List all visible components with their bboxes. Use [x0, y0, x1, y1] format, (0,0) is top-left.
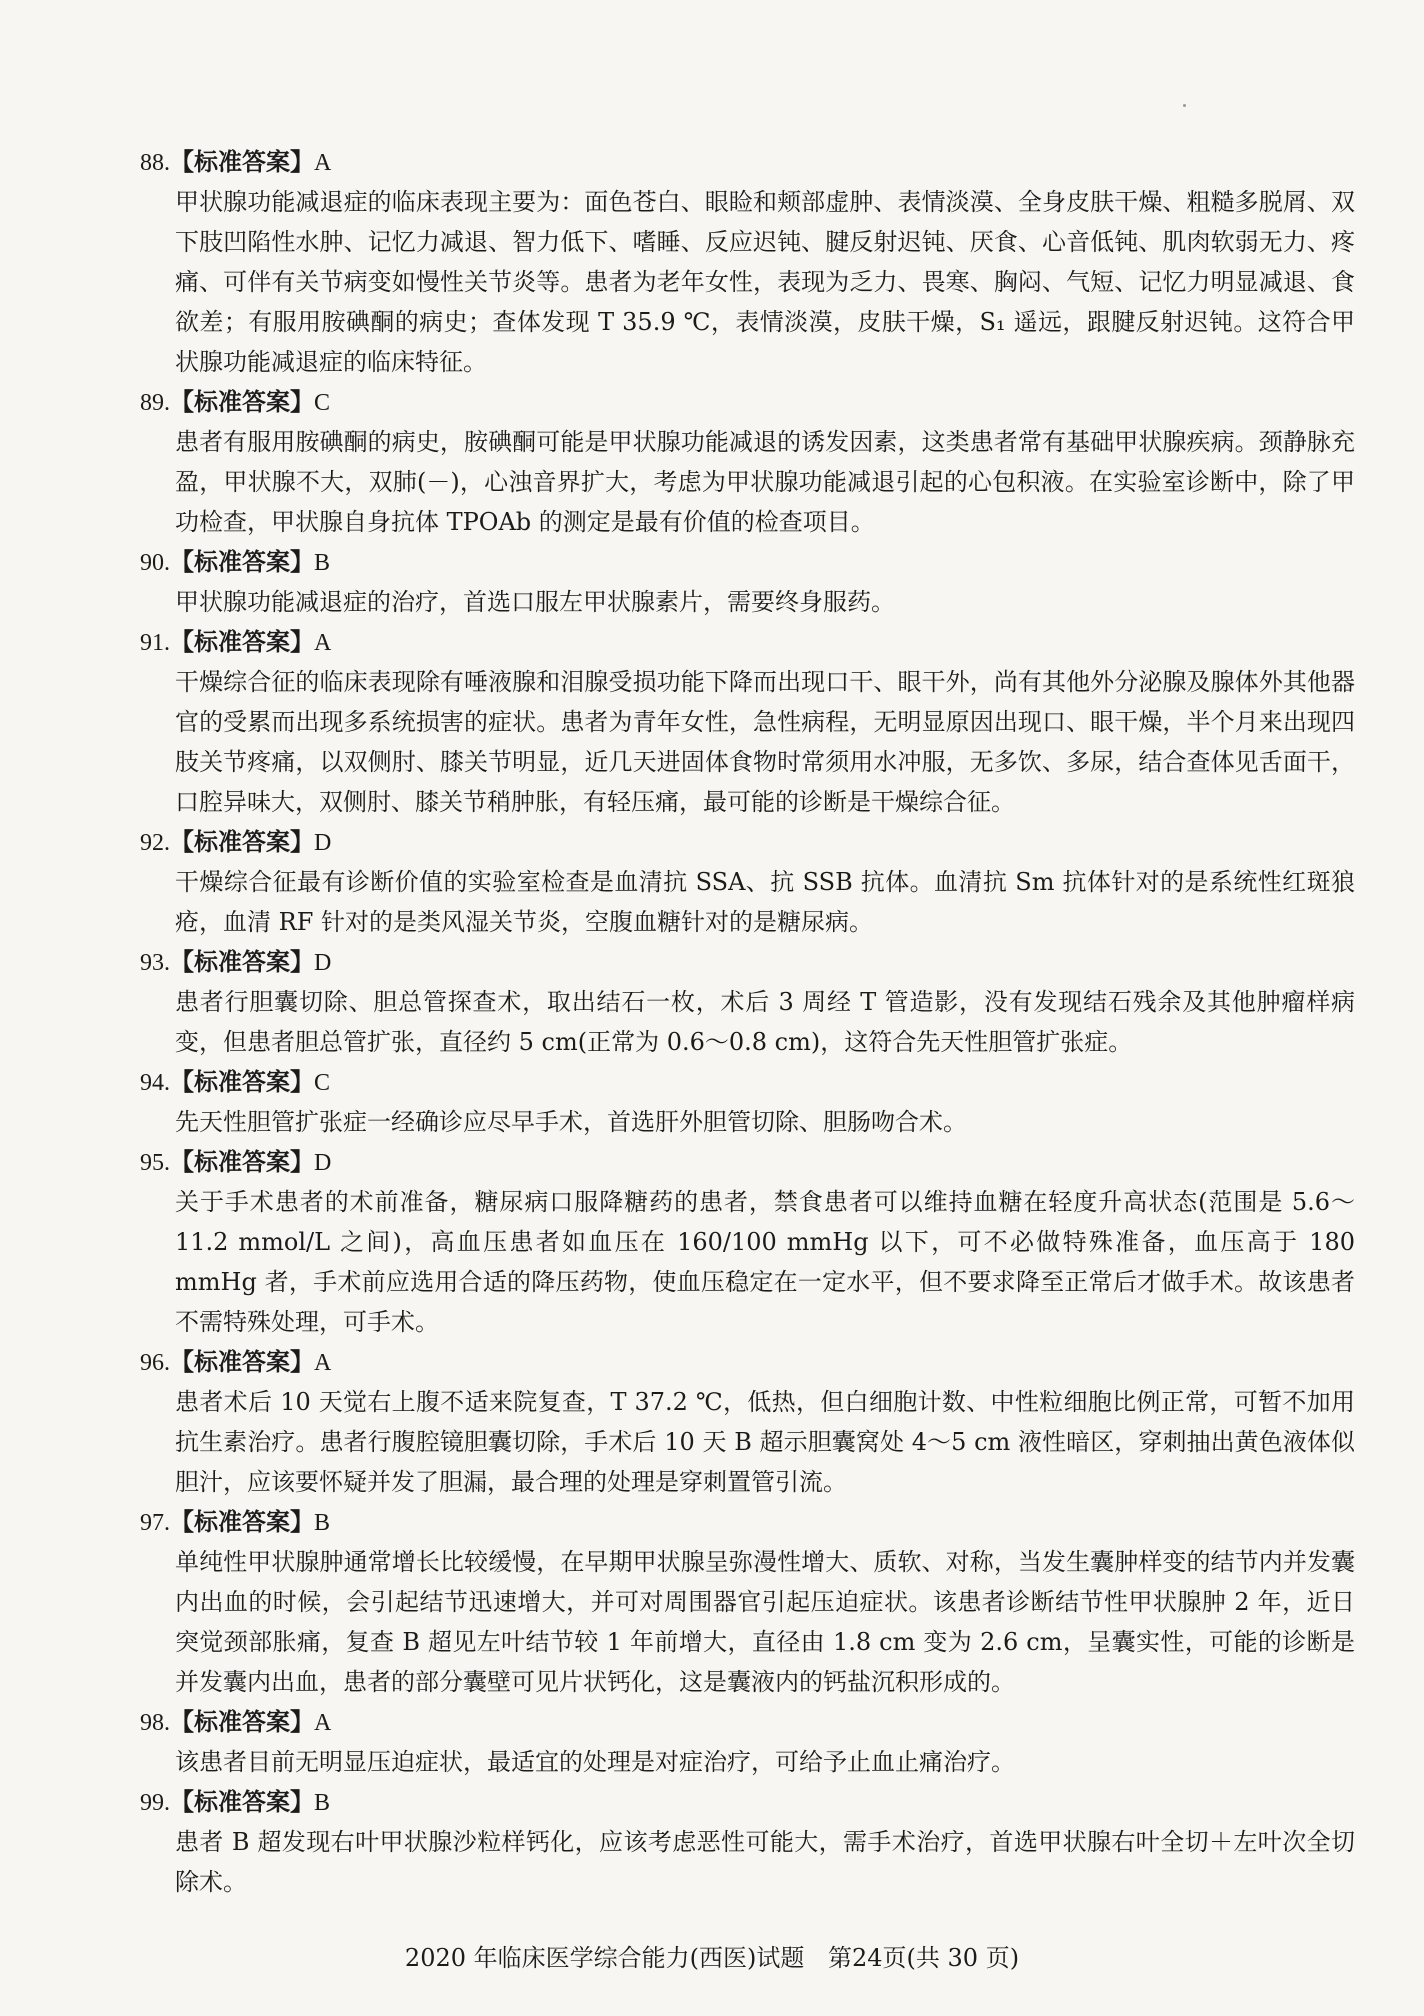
- explanation-text: 患者术后 10 天觉右上腹不适来院复查，T 37.2 ℃，低热，但白细胞计数、中性粒细胞比例正常，可暂不加用抗生素治疗。患者行腹腔镜胆囊切除，手术后 10 天 B 超示胆囊窝处 4～5 cm 液性暗区，穿刺抽出黄色液体似胆汁，应该要怀疑并发了胆漏，最合理的处理是穿刺置管引流。: [175, 1388, 1355, 1496]
- explanation-text: 该患者目前无明显压迫症状，最适宜的处理是对症治疗，可给予止血止痛治疗。: [175, 1748, 1015, 1776]
- standard-answer-label: 【标准答案】: [170, 947, 314, 976]
- answer-heading: [140, 1502, 1355, 1542]
- answer-letter: C: [314, 390, 331, 416]
- question-number: 96.: [140, 1350, 170, 1376]
- explanation-text: 干燥综合征的临床表现除有唾液腺和泪腺受损功能下降而出现口干、眼干外，尚有其他外分泌腺及腺体外其他器官的受累而出现多系统损害的症状。患者为青年女性，急性病程，无明显原因出现口、眼干燥，半个月来出现四肢关节疼痛，以双侧肘、膝关节明显，近几天进固体食物时常须用水冲服，无多饮、多尿，结合查体见舌面干，口腔异味大，双侧肘、膝关节稍肿胀，有轻压痛，最可能的诊断是干燥综合征。: [175, 668, 1355, 816]
- answer-heading: [140, 142, 1355, 182]
- answer-heading: [140, 542, 1355, 582]
- answer-item: [140, 1502, 1355, 1702]
- question-number: 98.: [140, 1710, 170, 1736]
- answer-list: [140, 142, 1355, 1902]
- question-number: 97.: [140, 1510, 170, 1536]
- answer-item: [140, 822, 1355, 942]
- answer-heading: [140, 1142, 1355, 1182]
- explanation-text: 甲状腺功能减退症的治疗，首选口服左甲状腺素片，需要终身服药。: [175, 588, 895, 616]
- standard-answer-label: 【标准答案】: [170, 1507, 314, 1536]
- answer-item: [140, 1062, 1355, 1142]
- answer-heading: [140, 1782, 1355, 1822]
- explanation-text: 关于手术患者的术前准备，糖尿病口服降糖药的患者，禁食患者可以维持血糖在轻度升高状态(范围是 5.6～11.2 mmol/L 之间)，高血压患者如血压在 160/100 mmHg 以下，可不必做特殊准备，血压高于 180 mmHg 者，手术前应选用合适的降压药物，使血压稳定在一定水平，但不要求降至正常后才做手术。故该患者不需特殊处理，可手术。: [175, 1188, 1355, 1336]
- question-number: 89.: [140, 390, 170, 416]
- answer-item: [140, 942, 1355, 1062]
- answer-item: [140, 1702, 1355, 1782]
- question-number: 90.: [140, 550, 170, 576]
- standard-answer-label: 【标准答案】: [170, 387, 314, 416]
- standard-answer-label: 【标准答案】: [170, 627, 314, 656]
- answer-item: [140, 542, 1355, 622]
- explanation-text: 甲状腺功能减退症的临床表现主要为：面色苍白、眼睑和颊部虚肿、表情淡漠、全身皮肤干燥、粗糙多脱屑、双下肢凹陷性水肿、记忆力减退、智力低下、嗜睡、反应迟钝、腱反射迟钝、厌食、心音低钝、肌肉软弱无力、疼痛、可伴有关节病变如慢性关节炎等。患者为老年女性，表现为乏力、畏寒、胸闷、气短、记忆力明显减退、食欲差；有服用胺碘酮的病史；查体发现 T 35.9 ℃，表情淡漠，皮肤干燥，S₁ 遥远，跟腱反射迟钝。这符合甲状腺功能减退症的临床特征。: [175, 188, 1355, 376]
- explanation-text: 患者行胆囊切除、胆总管探查术，取出结石一枚，术后 3 周经 T 管造影，没有发现结石残余及其他肿瘤样病变，但患者胆总管扩张，直径约 5 cm(正常为 0.6～0.8 cm)，这符合先天性胆管扩张症。: [175, 988, 1355, 1056]
- question-number: 99.: [140, 1790, 170, 1816]
- explanation-text: 单纯性甲状腺肿通常增长比较缓慢，在早期甲状腺呈弥漫性增大、质软、对称，当发生囊肿样变的结节内并发囊内出血的时候，会引起结节迅速增大，并可对周围器官引起压迫症状。该患者诊断结节性甲状腺肿 2 年，近日突觉颈部胀痛，复查 B 超见左叶结节较 1 年前增大，直径由 1.8 cm 变为 2.6 cm，呈囊实性，可能的诊断是并发囊内出血，患者的部分囊壁可见片状钙化，这是囊液内的钙盐沉积形成的。: [175, 1548, 1355, 1696]
- standard-answer-label: 【标准答案】: [170, 1787, 314, 1816]
- answer-letter: A: [314, 150, 332, 176]
- standard-answer-label: 【标准答案】: [170, 547, 314, 576]
- standard-answer-label: 【标准答案】: [170, 827, 314, 856]
- question-number: 92.: [140, 830, 170, 856]
- answer-heading: [140, 1062, 1355, 1102]
- standard-answer-label: 【标准答案】: [170, 147, 314, 176]
- answer-item: [140, 622, 1355, 822]
- answer-heading: [140, 382, 1355, 422]
- answer-heading: [140, 1342, 1355, 1382]
- answer-letter: A: [314, 630, 332, 656]
- answer-letter: B: [314, 550, 331, 576]
- standard-answer-label: 【标准答案】: [170, 1347, 314, 1376]
- answer-letter: D: [314, 1150, 332, 1176]
- footer-title: 2020 年临床医学综合能力(西医)试题: [404, 1944, 805, 1972]
- answer-letter: C: [314, 1070, 331, 1096]
- answer-item: [140, 1782, 1355, 1902]
- answer-heading: [140, 942, 1355, 982]
- standard-answer-label: 【标准答案】: [170, 1707, 314, 1736]
- explanation-text: 患者有服用胺碘酮的病史，胺碘酮可能是甲状腺功能减退的诱发因素，这类患者常有基础甲状腺疾病。颈静脉充盈，甲状腺不大，双肺(－)，心浊音界扩大，考虑为甲状腺功能减退引起的心包积液。在实验室诊断中，除了甲功检查，甲状腺自身抗体 TPOAb 的测定是最有价值的检查项目。: [175, 428, 1355, 536]
- answer-letter: B: [314, 1790, 331, 1816]
- explanation-text: 患者 B 超发现右叶甲状腺沙粒样钙化，应该考虑恶性可能大，需手术治疗，首选甲状腺右叶全切＋左叶次全切除术。: [175, 1828, 1355, 1896]
- scan-speck: [1183, 104, 1186, 107]
- answer-letter: D: [314, 950, 332, 976]
- explanation-text: 先天性胆管扩张症一经确诊应尽早手术，首选肝外胆管切除、胆肠吻合术。: [175, 1108, 967, 1136]
- question-number: 88.: [140, 150, 170, 176]
- page-footer: [0, 1938, 1424, 1973]
- answer-heading: [140, 1702, 1355, 1742]
- standard-answer-label: 【标准答案】: [170, 1147, 314, 1176]
- answer-item: [140, 142, 1355, 382]
- answer-letter: A: [314, 1350, 332, 1376]
- answer-heading: [140, 822, 1355, 862]
- answer-letter: B: [314, 1510, 331, 1536]
- explanation-text: 干燥综合征最有诊断价值的实验室检查是血清抗 SSA、抗 SSB 抗体。血清抗 Sm 抗体针对的是系统性红斑狼疮，血清 RF 针对的是类风湿关节炎，空腹血糖针对的是糖尿病。: [175, 868, 1355, 936]
- standard-answer-label: 【标准答案】: [170, 1067, 314, 1096]
- answer-letter: D: [314, 830, 332, 856]
- answer-item: [140, 1142, 1355, 1342]
- question-number: 95.: [140, 1150, 170, 1176]
- footer-page-number: 第24页(共 30 页): [828, 1944, 1020, 1972]
- answer-item: [140, 1342, 1355, 1502]
- question-number: 91.: [140, 630, 170, 656]
- answer-item: [140, 382, 1355, 542]
- question-number: 93.: [140, 950, 170, 976]
- question-number: 94.: [140, 1070, 170, 1096]
- answer-letter: A: [314, 1710, 332, 1736]
- answer-heading: [140, 622, 1355, 662]
